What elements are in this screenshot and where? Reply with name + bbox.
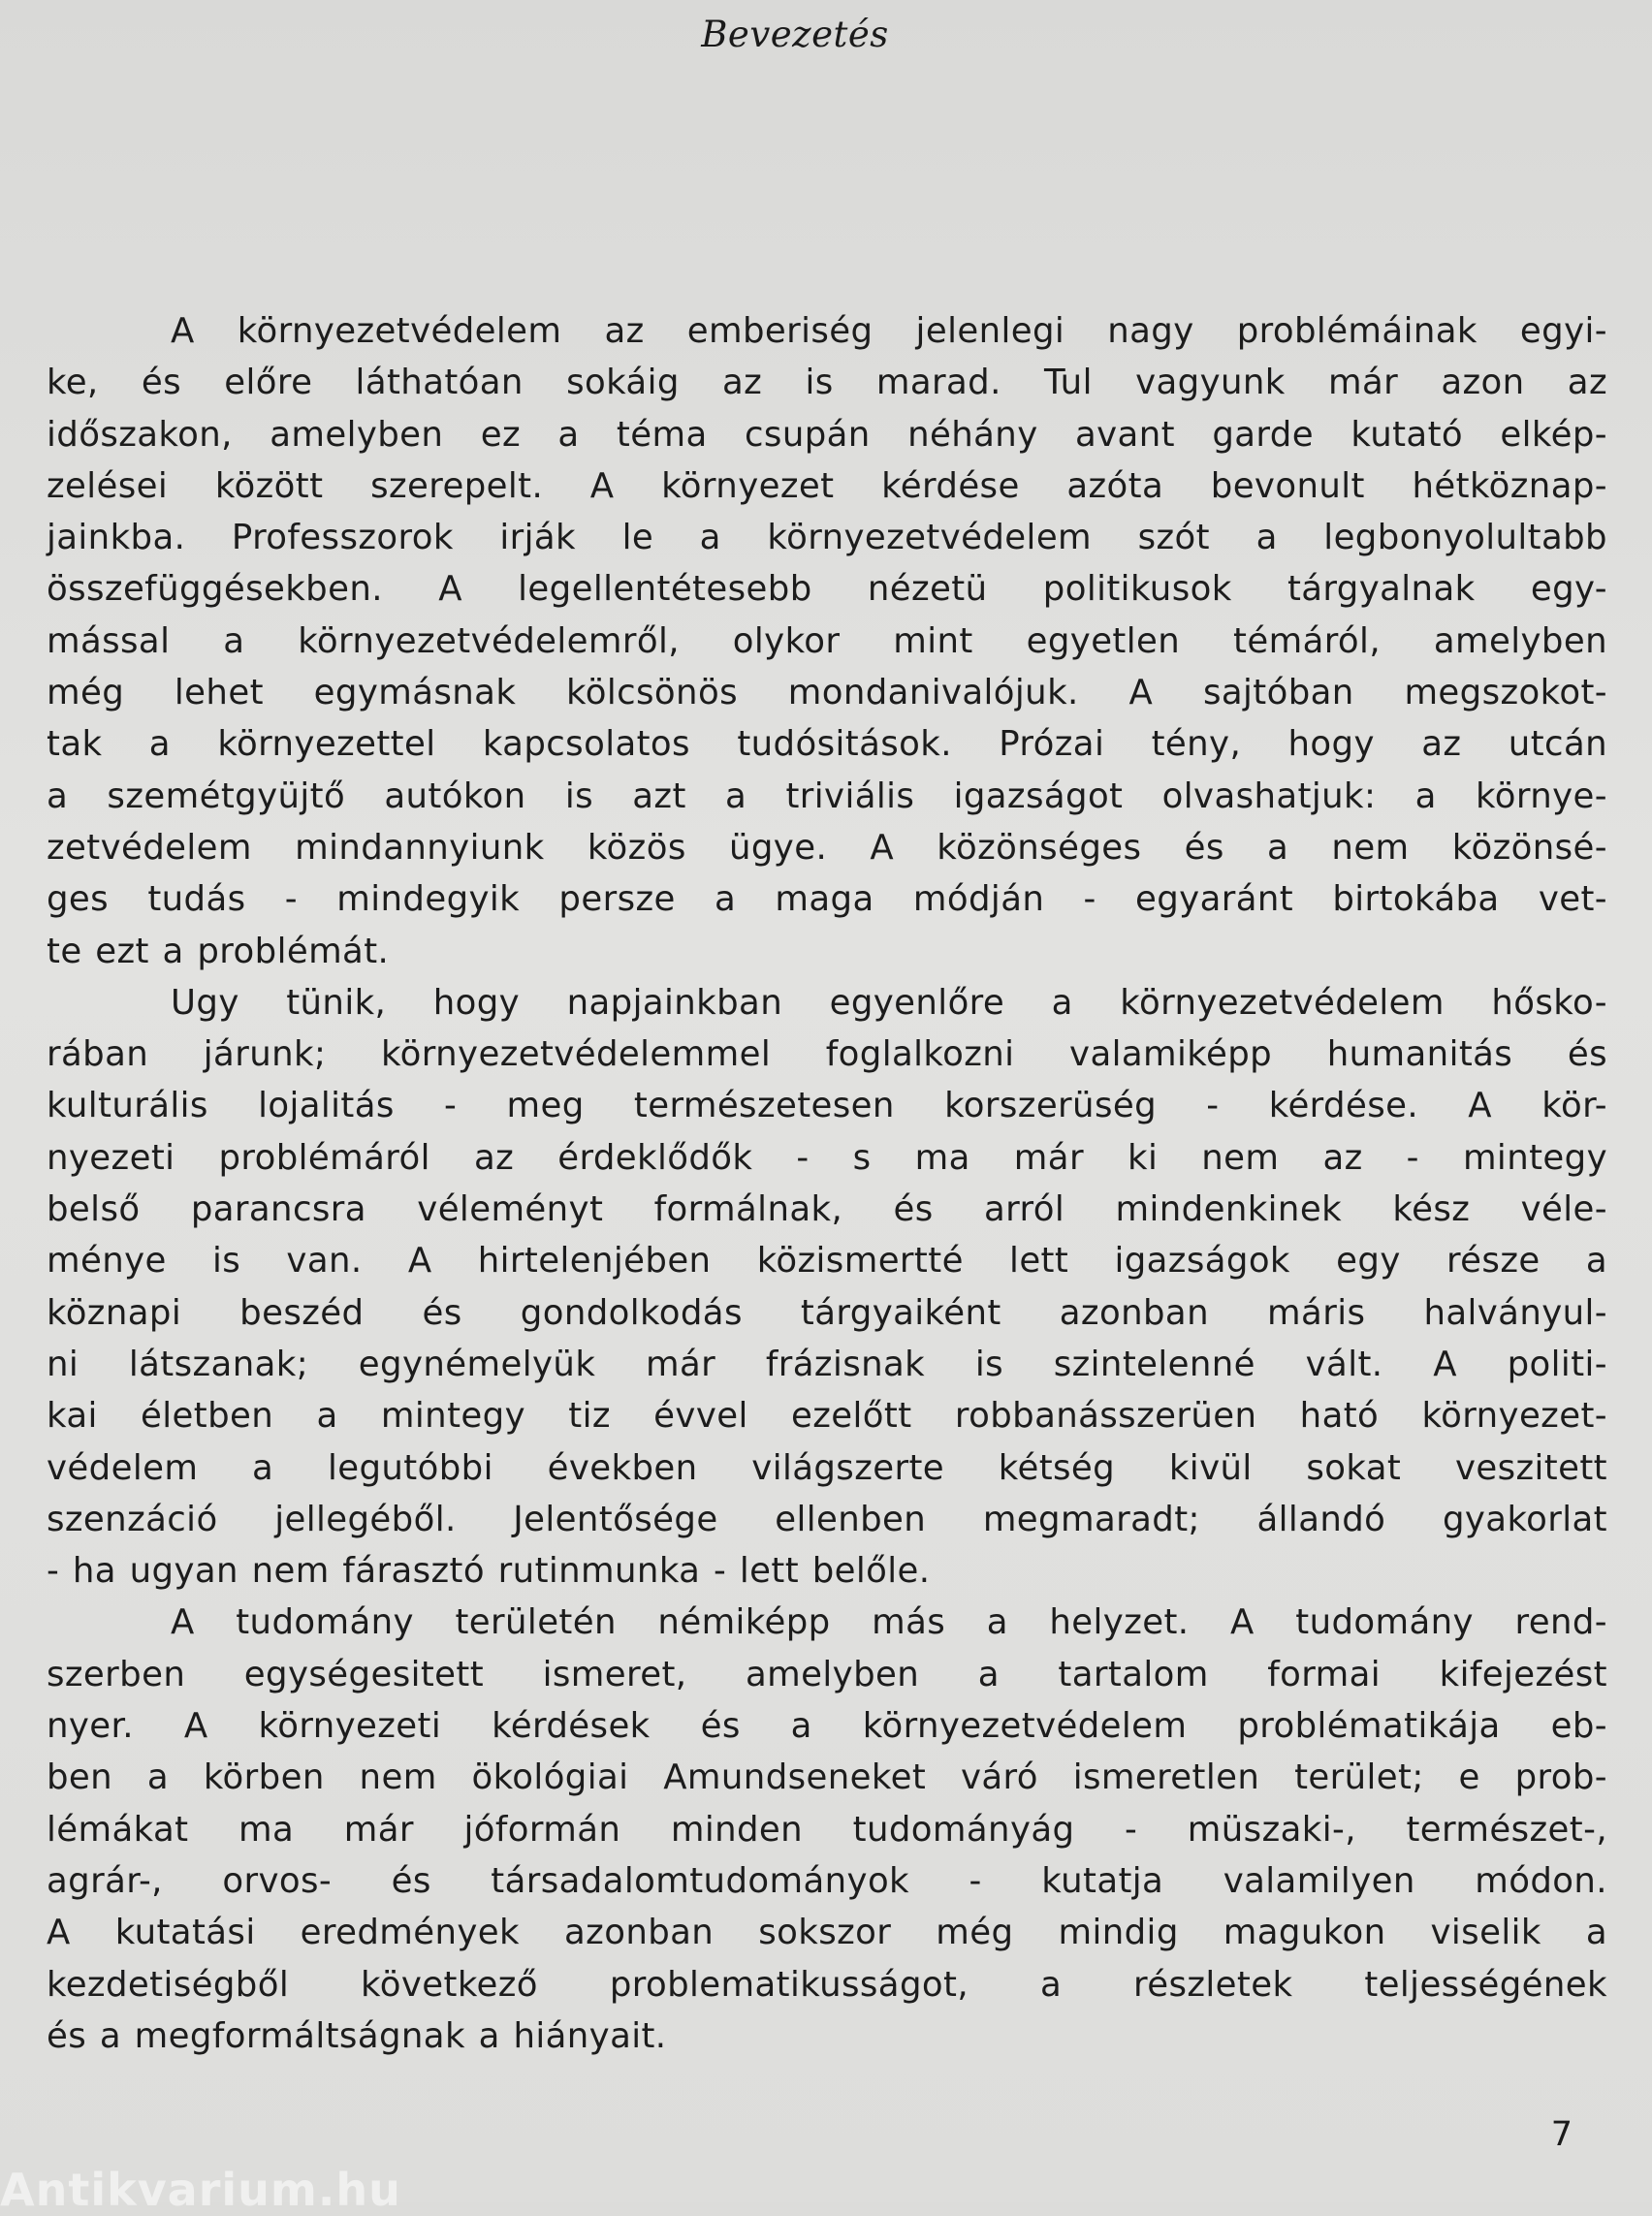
text-line: zetvédelem mindannyiunk közös ügye. A közönséges és a nem közönsé- — [47, 827, 1607, 868]
body-text — [47, 305, 1607, 2062]
text-line: szerben egységesitett ismeret, amelyben a tartalom formai kifejezést — [47, 1654, 1607, 1694]
text-line: A kutatási eredmények azonban sokszor még mindig magukon viselik a — [47, 1913, 1607, 1953]
text-line: A tudomány területén némiképp más a helyzet. A tudomány rend- — [171, 1602, 1607, 1643]
text-line: A környezetvédelem az emberiség jelenlegi nagy problémáinak egyi- — [171, 311, 1607, 351]
text-line: időszakon, amelyben ez a téma csupán néhány avant garde kutató elkép- — [47, 414, 1607, 455]
text-line: a szemétgyüjtő autókon is azt a triviális igazságot olvashatjuk: a környe- — [47, 776, 1607, 816]
text-line: te ezt a problémát. — [47, 931, 390, 971]
text-line: lémákat ma már jóformán minden tudományág - müszaki-, természet-, — [47, 1809, 1607, 1850]
watermark: Antikvarium.hu — [0, 2164, 401, 2216]
text-line: belső parancsra véleményt formálnak, és arról mindenkinek kész véle- — [47, 1189, 1607, 1230]
text-line: nyezeti problémáról az érdeklődők - s ma már ki nem az - mintegy — [47, 1137, 1607, 1178]
text-line: tak a környezettel kapcsolatos tudósitások. Prózai tény, hogy az utcán — [47, 724, 1607, 765]
running-header-title: Bevezetés — [701, 14, 889, 55]
text-line: ménye is van. A hirtelenjében közismertté lett igazságok egy része a — [47, 1241, 1607, 1282]
text-line: kezdetiségből következő problematikusságot, a részletek teljességének — [47, 1964, 1607, 2005]
text-line: jainkba. Professzorok irják le a környezetvédelem szót a legbonyolultabb — [47, 518, 1607, 558]
text-line: szenzáció jellegéből. Jelentősége ellenben megmaradt; állandó gyakorlat — [47, 1499, 1607, 1539]
text-line: zelései között szerepelt. A környezet kérdése azóta bevonult hétköznap- — [47, 465, 1607, 506]
text-line: összefüggésekben. A legellentétesebb nézetü politikusok tárgyalnak egy- — [47, 569, 1607, 610]
text-line: - ha ugyan nem fárasztó rutinmunka - lett belőle. — [47, 1551, 931, 1592]
text-line: nyer. A környezeti kérdések és a környezetvédelem problématikája eb- — [47, 1706, 1607, 1747]
text-line: ben a körben nem ökológiai Amundseneket váró ismeretlen terület; e prob- — [47, 1757, 1607, 1798]
text-line: ke, és előre láthatóan sokáig az is marad. Tul vagyunk már azon az — [47, 363, 1607, 403]
text-line: és a megformáltságnak a hiányait. — [47, 2015, 667, 2056]
text-line: kai életben a mintegy tiz évvel ezelőtt robbanásszerüen ható környezet- — [47, 1396, 1607, 1437]
text-line: még lehet egymásnak kölcsönös mondanivalójuk. A sajtóban megszokot- — [47, 673, 1607, 713]
text-line: rában járunk; környezetvédelemmel foglalkozni valamiképp humanitás és — [47, 1034, 1607, 1075]
page-number: 7 — [1550, 2115, 1573, 2154]
text-line: köznapi beszéd és gondolkodás tárgyaiként azonban máris halványul- — [47, 1292, 1607, 1333]
text-line: ni látszanak; egynémelyük már frázisnak is szintelenné vált. A politi- — [47, 1344, 1607, 1384]
text-line: ges tudás - mindegyik persze a maga módján - egyaránt birtokába vet- — [47, 879, 1607, 920]
text-line: kulturális lojalitás - meg természetesen korszerüség - kérdése. A kör- — [47, 1086, 1607, 1126]
text-line: védelem a legutóbbi években világszerte kétség kivül sokat veszitett — [47, 1447, 1607, 1488]
text-line: mással a környezetvédelemről, olykor mint egyetlen témáról, amelyben — [47, 620, 1607, 661]
text-line: Ugy tünik, hogy napjainkban egyenlőre a környezetvédelem hősko- — [171, 982, 1607, 1023]
text-line: agrár-, orvos- és társadalomtudományok - kutatja valamilyen módon. — [47, 1860, 1607, 1901]
